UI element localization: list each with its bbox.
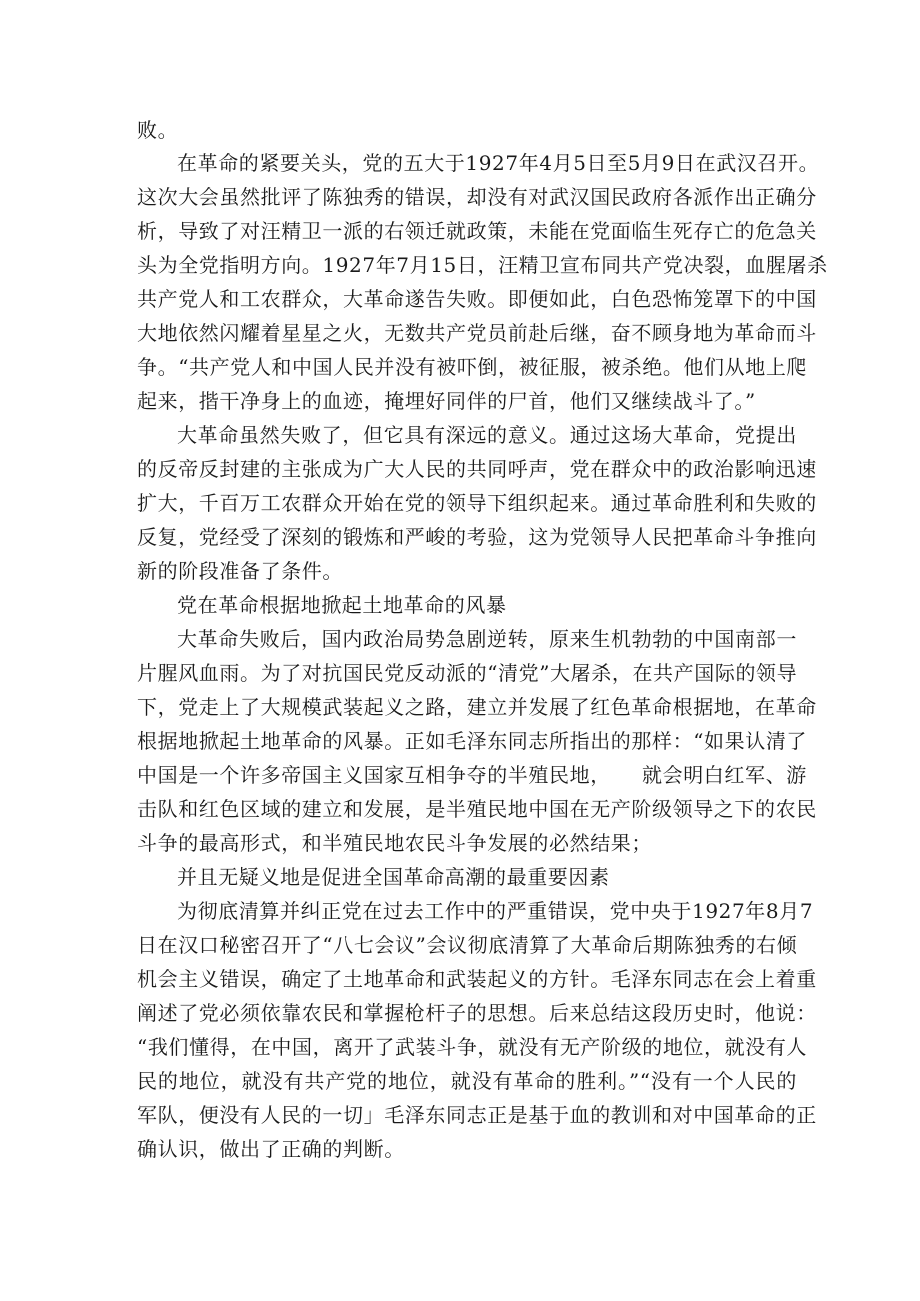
section-heading: 党在革命根据地掀起土地革命的风暴 [177,593,507,617]
text-line: 片腥风血雨。为了对抗国民党反动派的“清党”大屠杀，在共产国际的领导 [137,661,798,685]
text-line: 大地依然闪耀着星星之火，无数共产党员前赴后继，奋不顾身地为革命而斗 [137,321,817,345]
text-line: 阐述了党必须依靠农民和掌握枪杆子的思想。后来总结这段历史时，他说： [137,1001,817,1025]
text-line: 击队和红色区域的建立和发展，是半殖民地中国在无产阶级领导之下的农民 [137,797,817,821]
text-line: 扩大，千百万工农群众开始在党的领导下组织起来。通过革命胜利和失败的 [137,491,817,515]
text-line: 根据地掀起土地革命的风暴。正如毛泽东同志所指出的那样：“如果认清了 [137,729,808,753]
text-line: 的反帝反封建的主张成为广大人民的共同呼声，党在群众中的政治影响迅速 [137,457,817,481]
text-line: 民的地位，就没有共产党的地位，就没有革命的胜利。”“没有一个人民的 [137,1069,797,1093]
paragraph-start-line: 在革命的紧要关头，党的五大于1927年4月5日至5月9日在武汉召开。 [177,151,820,175]
text-line: 军队，便没有人民的一切」毛泽东同志正是基于血的教训和对中国革命的正 [137,1103,817,1127]
text-line: “我们懂得，在中国，离开了武装斗争，就没有无产阶级的地位，就没有人 [137,1035,808,1059]
text-line: 争。“共产党人和中国人民并没有被吓倒，被征服，被杀绝。他们从地上爬 [137,355,808,379]
text-line: 新的阶段准备了条件。 [137,559,343,583]
text-line: 确认识，做出了正确的判断。 [137,1137,405,1161]
paragraph-start-line: 大革命失败后，国内政治局势急剧逆转，原来生机勃勃的中国南部一 [177,627,797,651]
text-line: 起来，揩干净身上的血迹，掩埋好同伴的尸首，他们又继续战斗了。” [137,389,756,413]
text-line: 斗争的最高形式，和半殖民地农民斗争发展的必然结果； [137,831,652,855]
paragraph-start-line: 大革命虽然失败了，但它具有深远的意义。通过这场大革命，党提出 [177,423,797,447]
text-line: 头为全党指明方向。1927年7月15日，汪精卫宣布同共产党决裂，血腥屠杀 [137,253,828,277]
text-line: 败。 [137,118,179,142]
text-line: 机会主义错误，确定了土地革命和武装起义的方针。毛泽东同志在会上着重 [137,967,817,991]
section-heading: 并且无疑义地是促进全国革命高潮的最重要因素 [177,865,610,889]
text-line: 下，党走上了大规模武装起义之路，建立并发展了红色革命根据地，在革命 [137,695,817,719]
text-line: 这次大会虽然批评了陈独秀的错误，却没有对武汉国民政府各派作出正确分 [137,185,817,209]
paragraph-start-line: 为彻底清算并纠正党在过去工作中的严重错误，党中央于1927年8月7 [177,899,814,923]
text-line: 日在汉口秘密召开了“八七会议”会议彻底清算了大革命后期陈独秀的右倾 [137,933,798,957]
text-line: 反复，党经受了深刻的锻炼和严峻的考验，这为党领导人民把革命斗争推向 [137,525,817,549]
text-line: 中国是一个许多帝国主义国家互相争夺的半殖民地， 就会明白红军、游 [137,763,807,787]
text-line: 共产党人和工农群众，大革命遂告失败。即便如此，白色恐怖笼罩下的中国 [137,287,817,311]
text-line: 析，导致了对汪精卫一派的右领迁就政策，未能在党面临生死存亡的危急关 [137,219,817,243]
